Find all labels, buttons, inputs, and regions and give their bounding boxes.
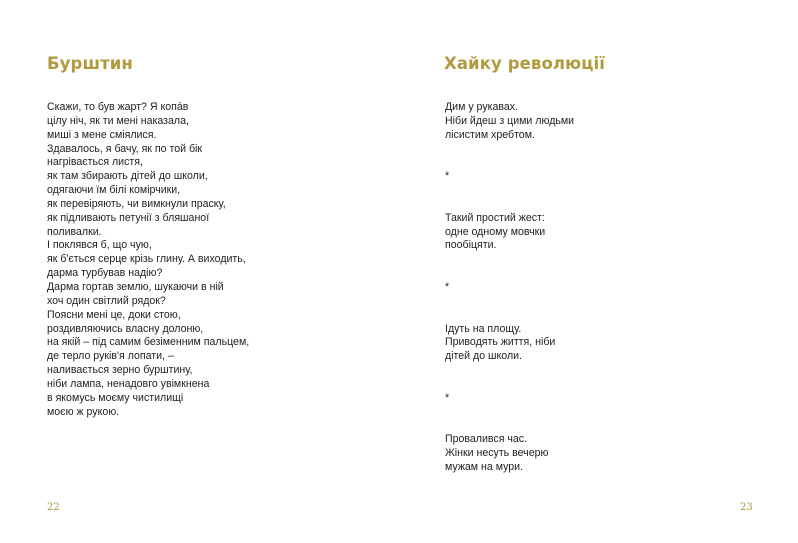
poem-line: як б'ється серце крізь глину. А виходить, (47, 253, 246, 266)
poem-line: лісистим хребтом. (445, 128, 535, 141)
poem-line: на якій – під самим безіменним пальцем, (47, 336, 250, 349)
poem-line: в якомусь моєму чистилищі (47, 391, 184, 404)
poem-line: Ніби йдеш з цими людьми (445, 114, 575, 127)
haiku-stanza (445, 101, 574, 143)
poem-line: Такий простий жест: (445, 211, 545, 224)
poem-line: Здавалось, я бачу, як по той бік (47, 142, 202, 155)
poem-line: як там збирають дітей до школи, (47, 170, 208, 183)
poem-line: дарма турбував надію? (47, 267, 163, 280)
poem-line: Ідуть на площу. (445, 322, 522, 335)
poem-line: нагрівається листя, (47, 156, 143, 169)
poem-line: роздивляючись власну долоню, (47, 322, 204, 335)
poem-line: Приводять життя, ніби (445, 336, 556, 349)
poem-line: Провалився час. (445, 433, 528, 446)
poem-line: Скажи, то був жарт? Я копáв (47, 101, 189, 113)
poem-line: дітей до школи. (445, 350, 522, 363)
haiku-stanza (445, 323, 574, 365)
poem-line: Дарма гортав землю, шукаючи в ній (47, 280, 224, 293)
poem-line: І поклявся б, що чую, (47, 239, 152, 252)
poem-line: Жінки несуть вечерю (445, 447, 549, 460)
page-number: 23 (740, 502, 753, 513)
poem-line: моєю ж рукою. (47, 405, 120, 418)
poem-line: одне одному мовчки (445, 225, 546, 238)
stanza-separator: * (445, 391, 450, 404)
poem-line: миші з мене сміялися. (47, 128, 157, 141)
stanza-separator: * (445, 280, 450, 293)
poem-title: Хайку революції (444, 54, 606, 73)
page-number: 22 (47, 502, 60, 513)
poem-line: як перевіряють, чи вимкнули праску, (47, 197, 226, 210)
poem-line: наливається зерно бурштину, (47, 364, 193, 377)
poem-line: де терло руків'я лопати, – (47, 350, 174, 363)
poem-line: пообіцяти. (445, 239, 497, 252)
stanza-separator: * (445, 170, 450, 183)
haiku-stanza (445, 212, 574, 254)
poem-body (445, 101, 574, 475)
poem-line: Поясни мені це, доки стою, (47, 308, 181, 321)
poem-line: цілу ніч, як ти мені наказала, (47, 114, 189, 127)
poem-line: хоч один світлий рядок? (47, 294, 166, 307)
poem-line: ніби лампа, ненадовго увімкнена (47, 377, 210, 390)
poem-line: як підливають петунії з бляшаної (47, 211, 210, 224)
poem-body (47, 101, 249, 419)
poem-line: поливалки. (47, 225, 102, 238)
right-page (399, 0, 798, 543)
haiku-stanza (445, 433, 574, 475)
poem-title: Бурштин (47, 54, 133, 73)
poem-line: мужам на мури. (445, 460, 524, 473)
poem-line: одягаючи їм білі комірчики, (47, 184, 181, 197)
poem-line: Дим у рукавах. (445, 101, 519, 113)
